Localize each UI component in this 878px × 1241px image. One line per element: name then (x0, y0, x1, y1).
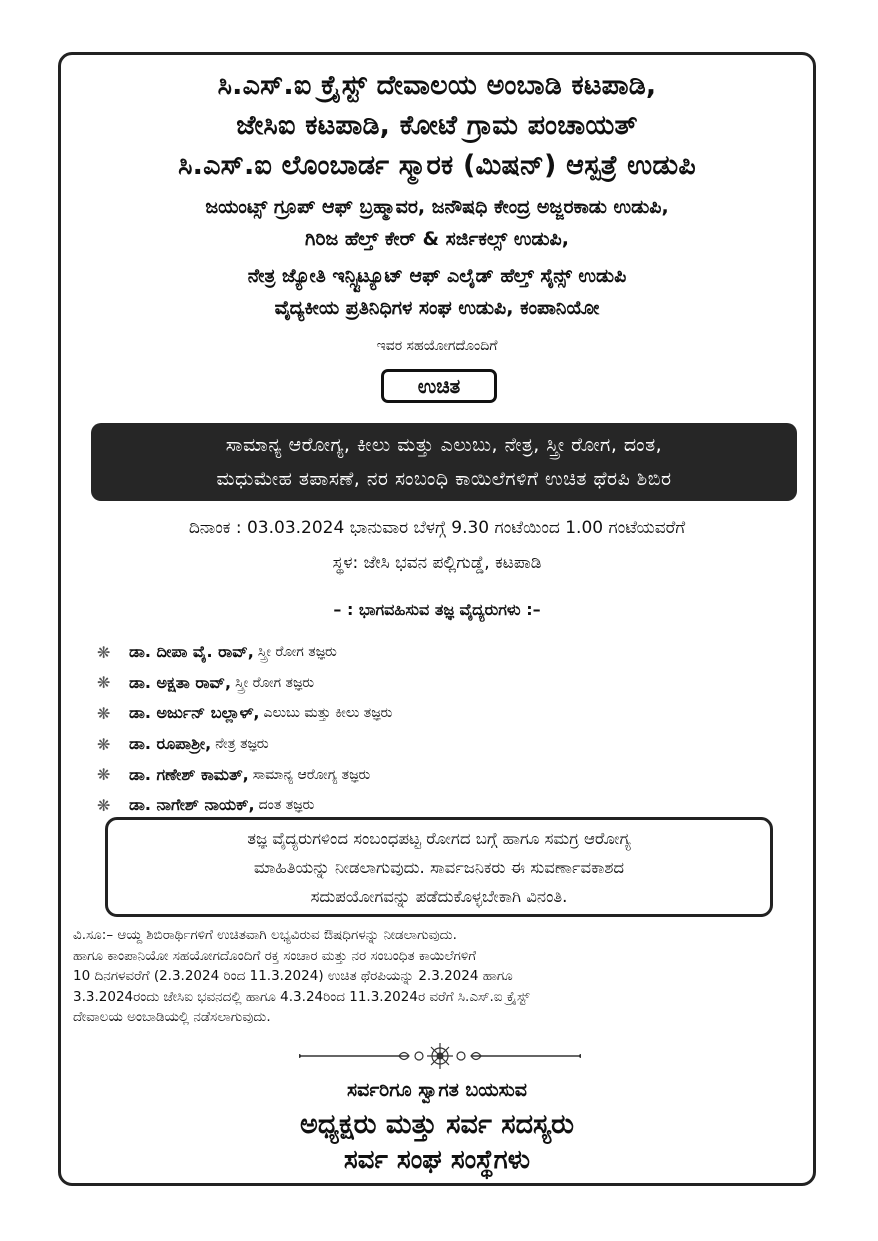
free-badge-label: ಉಚಿತ (417, 374, 461, 398)
list-item (97, 637, 737, 668)
asterisk-bullet-icon: ❋ (97, 703, 111, 723)
list-item (97, 698, 737, 729)
doctor-name: ಡಾ. ದೀಪಾ ವೈ. ರಾವ್, (129, 642, 254, 662)
ornament-divider-icon (299, 1043, 581, 1069)
banner-line-2: ಮಧುಮೇಹ ತಪಾಸಣೆ, ನರ ಸಂಬಂಧಿ ಕಾಯಿಲೆಗಳಿಗೆ ಉಚಿತ ಥೆರಪಿ ಶಿಬಿರ (216, 468, 672, 490)
list-item (97, 668, 737, 699)
asterisk-bullet-icon: ❋ (97, 673, 111, 693)
footnote-line-2: ಹಾಗೂ ಕಾಂಪಾನಿಯೋ ಸಹಯೋಗದೊಂದಿಗೆ ರಕ್ತ ಸಂಚಾರ ಮತ್ತು ನರ ಸಂಬಂಧಿತ ಕಾಯಿಲೆಗಳಿಗೆ (73, 947, 477, 964)
banner-line-1: ಸಾಮಾನ್ಯ ಆರೋಗ್ಯ, ಕೀಲು ಮತ್ತು ಎಲುಬು, ನೇತ್ರ, ಸ್ತ್ರೀ ರೋಗ, ದಂತ, (225, 434, 663, 456)
free-badge (381, 369, 497, 403)
doctor-specialty: ಸಾಮಾನ್ಯ ಆರೋಗ್ಯ ತಜ್ಞರು (252, 766, 371, 783)
doctor-name: ಡಾ. ಅಕ್ಷತಾ ರಾವ್, (129, 672, 232, 692)
doctors-list (97, 637, 737, 821)
notice-line-1: ತಜ್ಞ ವೈದ್ಯರುಗಳಿಂದ ಸಂಬಂಧಪಟ್ಟ ರೋಗದ ಬಗ್ಗೆ ಹಾಗೂ ಸಮಗ್ರ ಆರೋಗ್ಯ (247, 828, 631, 848)
asterisk-bullet-icon: ❋ (97, 765, 111, 785)
header-line-5: ಗಿರಿಜ ಹೆಲ್ತ್ ಕೇರ್ & ಸರ್ಜಿಕಲ್ಸ್ ಉಡುಪಿ, (305, 228, 569, 250)
notice-line-2: ಮಾಹಿತಿಯನ್ನು ನೀಡಲಾಗುವುದು. ಸಾರ್ವಜನಿಕರು ಈ ಸುವರ್ಣಾವಕಾಶದ (253, 857, 625, 877)
list-item (97, 729, 737, 760)
header-line-2: ಜೇಸಿಐ ಕಟಪಾಡಿ, ಕೋಟೆ ಗ್ರಾಮ ಪಂಚಾಯತ್ (236, 110, 638, 141)
closing-line-1: ಅಧ್ಯಕ್ಷರು ಮತ್ತು ಸರ್ವ ಸದಸ್ಯರು (300, 1109, 574, 1140)
footnote-line-3: 10 ದಿನಗಳವರೆಗೆ (2.3.2024 ರಿಂದ 11.3.2024) ಉಚಿತ ಥೆರಪಿಯನ್ನು 2.3.2024 ಹಾಗೂ (73, 968, 513, 984)
header-line-3: ಸಿ.ಎಸ್.ಐ ಲೊಂಬಾರ್ಡ ಸ್ಮಾರಕ (ಮಿಷನ್) ಆಸ್ಪತ್ರೆ ಉಡುಪಿ (178, 150, 696, 181)
closing-welcome: ಸರ್ವರಿಗೂ ಸ್ವಾಗತ ಬಯಸುವ (347, 1079, 527, 1101)
poster-frame (58, 52, 816, 1186)
doctor-name: ಡಾ. ನಾಗೇಶ್ ನಾಯಕ್, (129, 795, 255, 815)
footnote-line-4: 3.3.2024ರಂದು ಜೇಸಿಐ ಭವನದಲ್ಲಿ ಹಾಗೂ 4.3.24ರಿಂದ 11.3.2024ರ ವರೆಗೆ ಸಿ.ಎಸ್.ಐ ಕ್ರೈಸ್ಟ್ (73, 988, 530, 1005)
header-line-6: ನೇತ್ರ ಜ್ಯೋತಿ ಇನ್ಸ್ಟಿಟ್ಯೂಟ್ ಆಫ್ ಎಲೈಡ್ ಹೆಲ್ತ್ ಸೈನ್ಸ್ ಉಡುಪಿ (247, 265, 627, 287)
date-line: ದಿನಾಂಕ : 03.03.2024 ಭಾನುವಾರ ಬೆಳಗ್ಗೆ 9.30 ಗಂಟೆಯಿಂದ 1.00 ಗಂಟೆಯವರೆಗೆ (188, 518, 686, 538)
doctor-name: ಡಾ. ಗಣೇಶ್ ಕಾಮತ್, (129, 764, 249, 784)
header-line-8: ಇವರ ಸಹಯೋಗದೊಂದಿಗೆ (376, 338, 498, 354)
doctor-specialty: ನೇತ್ರ ತಜ್ಞರು (215, 736, 269, 753)
notice-box (105, 817, 773, 917)
doctors-heading: – : ಭಾಗವಹಿಸುವ ತಜ್ಞ ವೈದ್ಯರುಗಳು :– (333, 600, 541, 619)
doctor-name: ಡಾ. ರೂಪಾಶ್ರೀ, (129, 734, 212, 754)
header-line-4: ಜಯಂಟ್ಸ್ ಗ್ರೂಪ್ ಆಫ್ ಬ್ರಹ್ಮಾವರ, ಜನೌಷಧಿ ಕೇಂದ್ರ ಅಜ್ಜರಕಾಡು ಉಡುಪಿ, (205, 196, 669, 218)
notice-line-3: ಸದುಪಯೋಗವನ್ನು ಪಡೆದುಕೊಳ್ಳಬೇಕಾಗಿ ವಿನಂತಿ. (310, 886, 568, 906)
doctor-specialty: ಸ್ತ್ರೀ ರೋಗ ತಜ್ಞರು (257, 644, 337, 661)
list-item (97, 790, 737, 821)
asterisk-bullet-icon: ❋ (97, 795, 111, 815)
closing-line-2: ಸರ್ವ ಸಂಘ ಸಂಸ್ಥೆಗಳು (343, 1145, 531, 1175)
asterisk-bullet-icon: ❋ (97, 642, 111, 662)
doctor-specialty: ಸ್ತ್ರೀ ರೋಗ ತಜ್ಞರು (235, 674, 315, 691)
venue-line: ಸ್ಥಳ: ಜೇಸಿ ಭವನ ಪಲ್ಲಿಗುಡ್ಡೆ, ಕಟಪಾಡಿ (332, 553, 542, 573)
doctor-specialty: ದಂತ ತಜ್ಞರು (258, 797, 315, 814)
list-item (97, 759, 737, 790)
footnote-line-5: ದೇವಾಲಯ ಅಂಬಾಡಿಯಲ್ಲಿ ನಡೆಸಲಾಗುವುದು. (73, 1009, 271, 1025)
footnote (73, 925, 807, 1028)
doctor-specialty: ಎಲುಬು ಮತ್ತು ಕೀಲು ತಜ್ಞರು (263, 705, 393, 722)
header-line-1: ಸಿ.ಎಸ್.ಐ ಕ್ರೈಸ್ಟ್ ದೇವಾಲಯ ಅಂಬಾಡಿ ಕಟಪಾಡಿ, (217, 70, 657, 101)
camp-banner (91, 423, 797, 501)
header-line-7: ವೈದ್ಯಕೀಯ ಪ್ರತಿನಿಧಿಗಳ ಸಂಘ ಉಡುಪಿ, ಕಂಪಾನಿಯೋ (274, 297, 600, 319)
doctor-name: ಡಾ. ಅರ್ಜುನ್ ಬಲ್ಲಾಳ್, (129, 703, 260, 723)
footnote-line-1: ವಿ.ಸೂ:– ಆಯ್ದ ಶಿಬಿರಾರ್ಥಿಗಳಿಗೆ ಉಚಿತವಾಗಿ ಲಭ್ಯವಿರುವ ಔಷಧಿಗಳನ್ನು ನೀಡಲಾಗುವುದು. (73, 927, 457, 943)
asterisk-bullet-icon: ❋ (97, 734, 111, 754)
